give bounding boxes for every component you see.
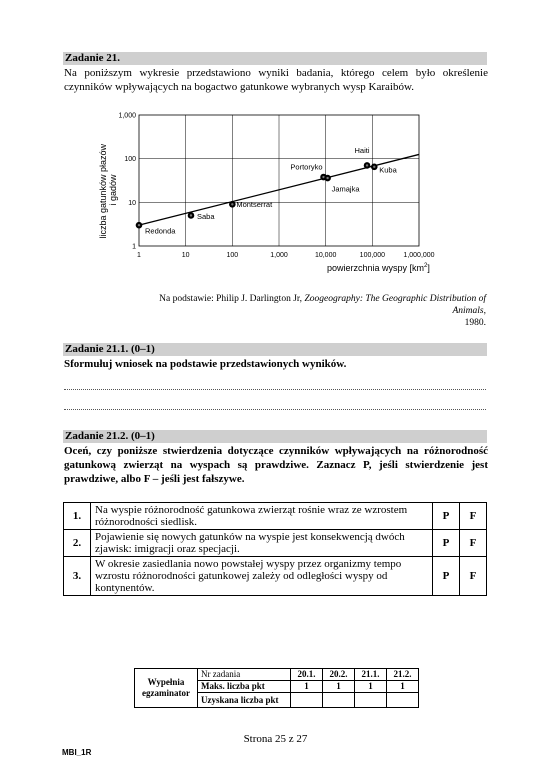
grader-label: Wypełnia egzaminator — [135, 669, 198, 708]
obtained-points-cell[interactable] — [323, 693, 355, 708]
data-point-highlight — [231, 203, 233, 205]
obtained-points-label: Uzyskana liczba pkt — [198, 693, 291, 708]
point-label: Kuba — [379, 165, 397, 175]
y-tick-label: 10 — [128, 199, 136, 207]
task-header — [63, 52, 487, 65]
statement-text: W okresie zasiedlania nowo powstałej wyspy przez organizmy tempo wzrostu różnorodności gatunkowej zależy od odległości wyspy od kontynentów. — [91, 557, 433, 596]
statement-number: 2. — [64, 530, 91, 557]
x-tick-label: 100,000 — [359, 252, 385, 259]
point-label: Saba — [196, 211, 215, 221]
false-option[interactable]: F — [460, 503, 487, 530]
point-label: Portoryko — [290, 162, 323, 172]
table-row — [64, 530, 487, 557]
true-option[interactable]: P — [433, 530, 460, 557]
task-21-2-title: Zadanie 21.2. (0–1) — [65, 430, 155, 442]
statements-table — [63, 502, 487, 596]
data-point-highlight — [138, 224, 140, 226]
true-option[interactable]: P — [433, 557, 460, 596]
statement-number: 3. — [64, 557, 91, 596]
max-points-label: Maks. liczba pkt — [198, 681, 291, 693]
source-title: Zoogeography: The Geographic Distribution of Animals — [304, 294, 486, 316]
table-row — [64, 557, 487, 596]
max-points: 1 — [323, 681, 355, 693]
x-axis-label: powierzchnia wyspy $[km^2]$ — [327, 263, 430, 273]
task-number-label: Nr zadania — [198, 669, 291, 681]
max-points: 1 — [387, 681, 419, 693]
point-label: Jamajka — [331, 184, 360, 194]
false-option[interactable]: F — [460, 557, 487, 596]
task-title: Zadanie 21. — [65, 52, 121, 64]
task-21-2-instruction: Oceń, czy poniższe stwierdzenia dotyczące czynników wpływających na różnorodność gatunkową zwierząt na wyspach są prawdziwe. Zaznacz P, jeśli stwierdzenie jest prawdziwe, albo F – jeśli jest fałszywe. — [64, 445, 488, 485]
x-tick-label: 10 — [181, 252, 190, 259]
answer-line-1[interactable] — [64, 389, 486, 390]
table-row — [64, 503, 487, 530]
x-tick-label: 10,000 — [314, 252, 337, 259]
x-tick-label: 1,000 — [270, 252, 288, 259]
obtained-points-cell[interactable] — [355, 693, 387, 708]
y-tick-label: 1,000 — [118, 112, 136, 120]
task-intro: Na poniższym wykresie przedstawiono wyniki badania, którego celem było określenie czynników wpływających na bogactwo gatunkowe wybranych wysp Karaibów. — [64, 67, 488, 93]
point-label: Haiti — [354, 145, 370, 155]
y-tick-label: 1 — [132, 243, 136, 251]
grading-table — [134, 668, 419, 708]
obtained-points-cell[interactable] — [291, 693, 323, 708]
statement-text: Pojawienie się nowych gatunków na wyspie jest konsekwencją dwóch zjawisk: imigracji oraz specjacji. — [91, 530, 433, 557]
task-number: 21.2. — [387, 669, 419, 681]
data-point-highlight — [373, 166, 375, 168]
true-option[interactable]: P — [433, 503, 460, 530]
obtained-points-cell[interactable] — [387, 693, 419, 708]
statement-number: 1. — [64, 503, 91, 530]
point-label: Redonda — [145, 226, 176, 236]
task-21-1-title: Zadanie 21.1. (0–1) — [65, 343, 155, 355]
x-tick-label: 1 — [137, 252, 141, 259]
source-citation: Na podstawie: Philip J. Darlington Jr, Zoogeography: The Geographic Distribution of Animals, 1980. — [159, 294, 486, 328]
max-points: 1 — [291, 681, 323, 693]
task-number: 20.2. — [323, 669, 355, 681]
data-point-highlight — [326, 177, 328, 179]
statement-text: Na wyspie różnorodność gatunkowa zwierząt rośnie wraz ze wzrostem różnorodności siedlisk. — [91, 503, 433, 530]
x-tick-label: 1,000,000 — [403, 252, 435, 259]
exam-code: MBI_1R — [62, 748, 92, 757]
answer-line-2[interactable] — [64, 409, 486, 410]
y-axis-label: liczba gatunków płazów i gadów — [98, 143, 118, 239]
task-number: 20.1. — [291, 669, 323, 681]
task-21-1-instruction: Sformułuj wniosek na podstawie przedstawionych wyników. — [64, 358, 347, 370]
task-21-2-header — [63, 430, 487, 443]
data-point-highlight — [366, 164, 368, 166]
max-points: 1 — [355, 681, 387, 693]
y-tick-label: 100 — [124, 156, 136, 164]
false-option[interactable]: F — [460, 530, 487, 557]
page-number: Strona 25 z 27 — [243, 733, 308, 745]
data-point-highlight — [190, 214, 192, 216]
point-label: Montserrat — [236, 199, 273, 209]
task-21-1-header — [63, 343, 487, 356]
species-area-chart — [95, 108, 445, 278]
x-tick-label: 100 — [226, 252, 239, 259]
task-number: 21.1. — [355, 669, 387, 681]
